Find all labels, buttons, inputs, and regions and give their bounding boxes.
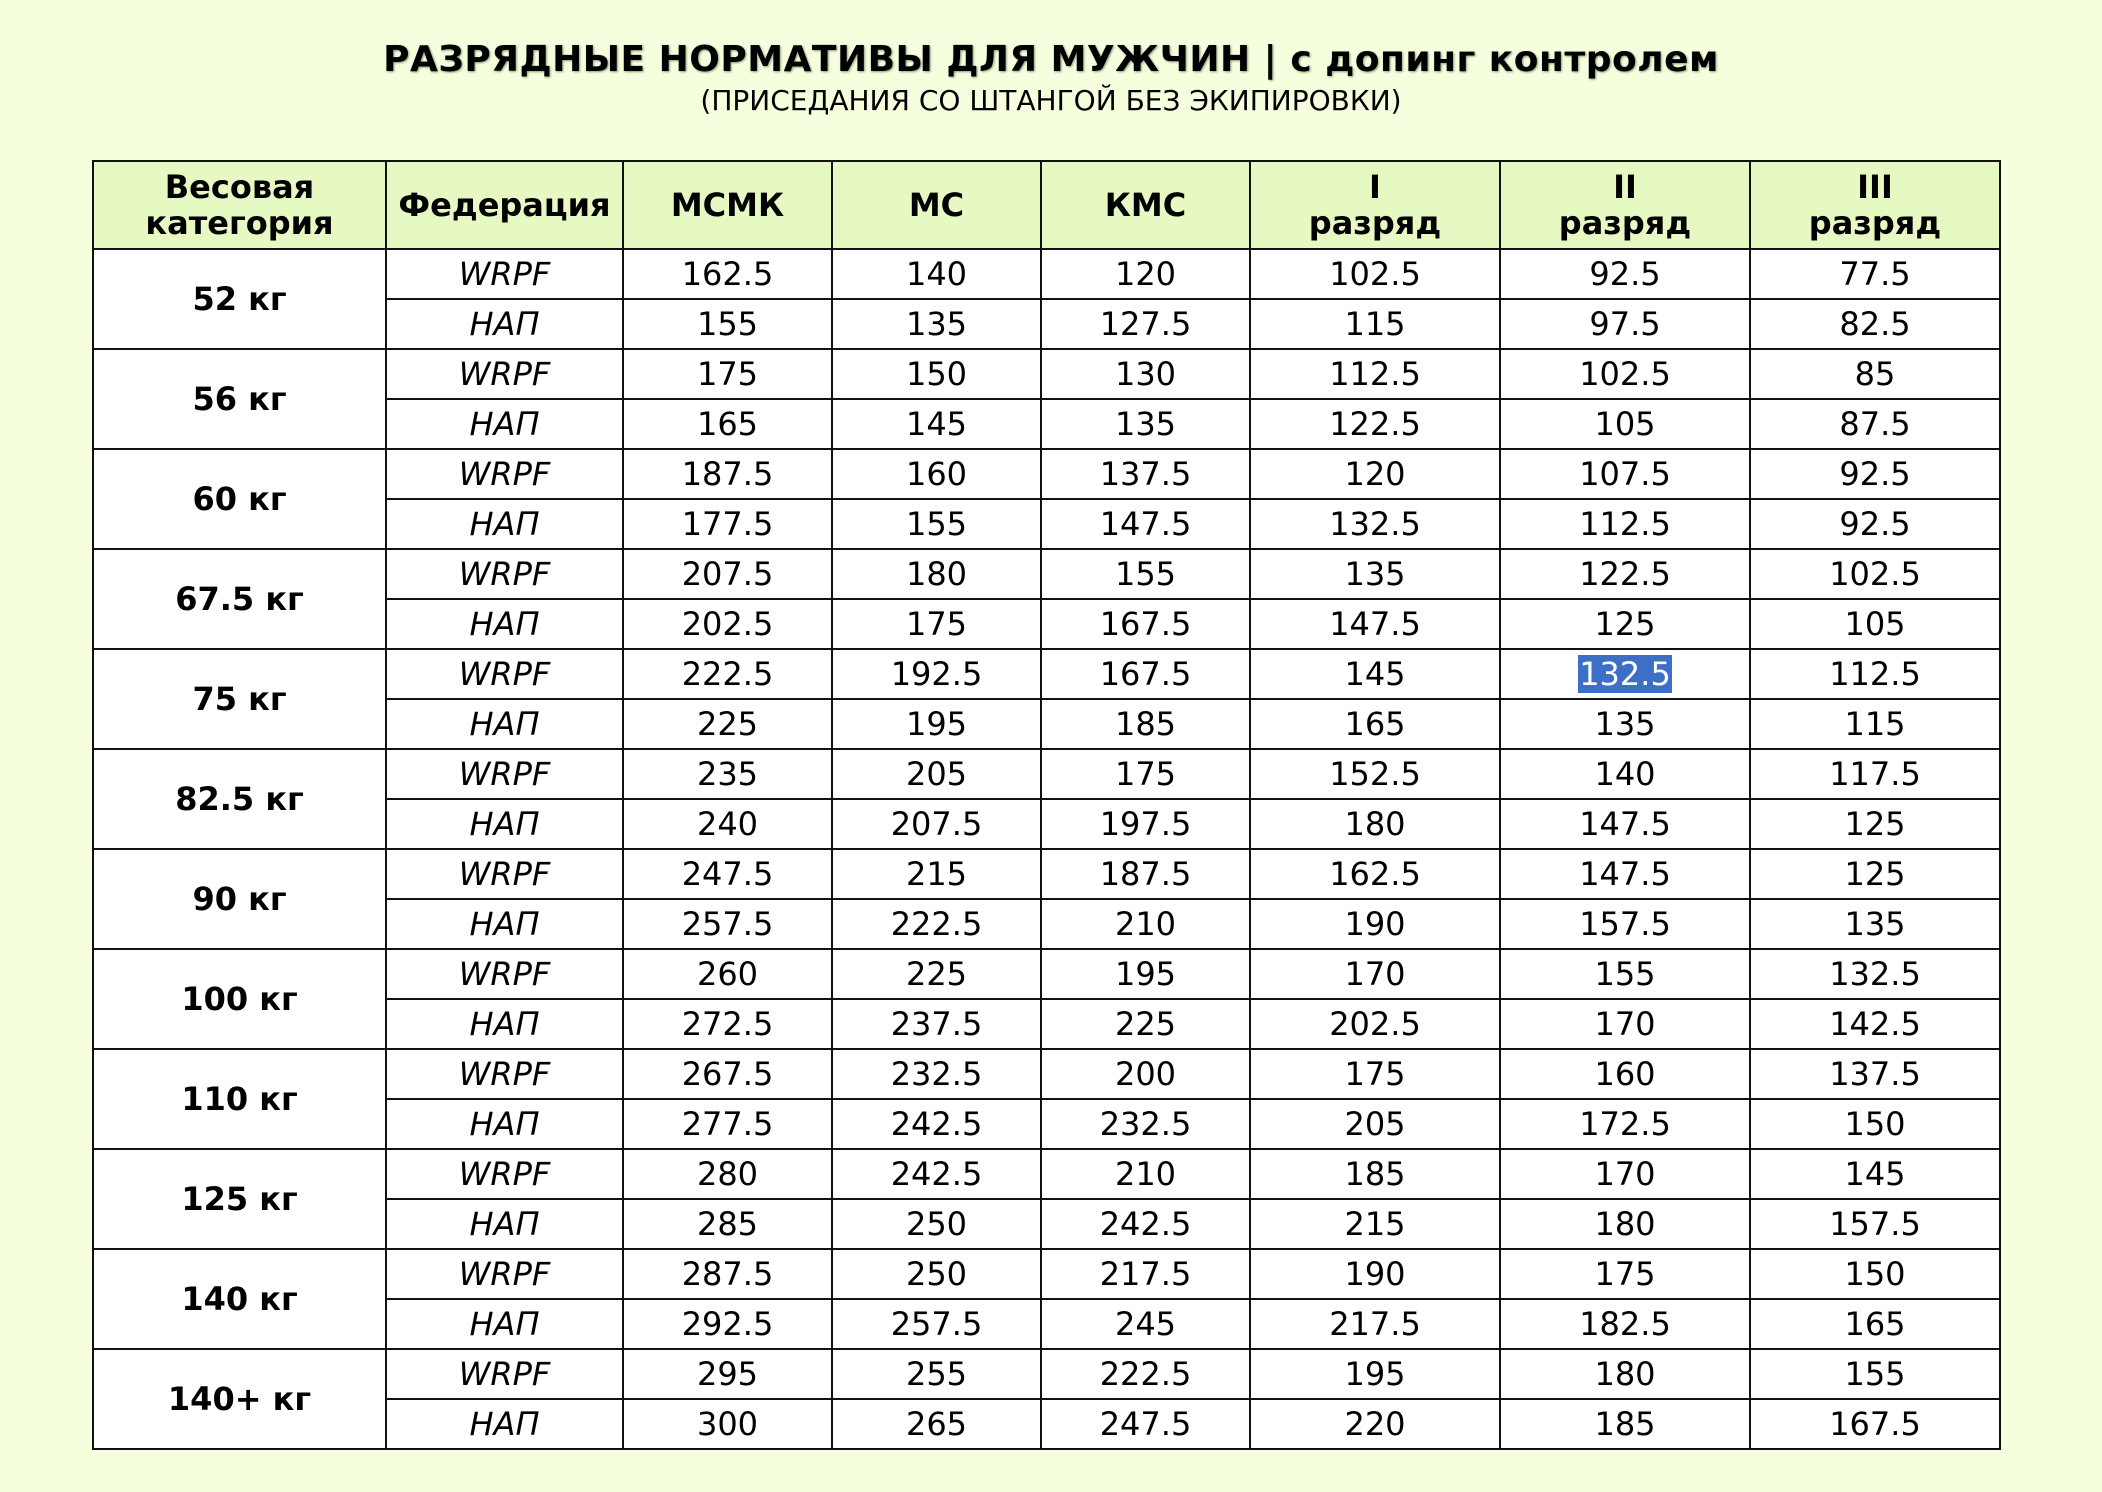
value-cell: 217.5 <box>1041 1249 1250 1299</box>
value-cell: 92.5 <box>1500 249 1750 299</box>
header-weight-line1: Весовая <box>164 168 315 206</box>
header-rank-3 <box>1750 161 2000 249</box>
weight-category-cell: 60 кг <box>93 449 386 549</box>
federation-cell: WRPF <box>386 1149 623 1199</box>
value-cell: 237.5 <box>832 999 1041 1049</box>
value-cell: 107.5 <box>1500 449 1750 499</box>
federation-cell: НАП <box>386 999 623 1049</box>
federation-cell: WRPF <box>386 1349 623 1399</box>
value-cell: 272.5 <box>623 999 832 1049</box>
table-row <box>93 649 2000 699</box>
federation-cell: НАП <box>386 1199 623 1249</box>
value-cell: 215 <box>1250 1199 1500 1249</box>
value-cell: 157.5 <box>1500 899 1750 949</box>
value-cell: 195 <box>1041 949 1250 999</box>
federation-cell: НАП <box>386 799 623 849</box>
value-cell: 147.5 <box>1500 799 1750 849</box>
value-cell: 232.5 <box>1041 1099 1250 1149</box>
federation-cell: НАП <box>386 299 623 349</box>
value-cell: 127.5 <box>1041 299 1250 349</box>
value-cell: 242.5 <box>1041 1199 1250 1249</box>
value-cell: 170 <box>1250 949 1500 999</box>
value-cell: 125 <box>1750 799 2000 849</box>
value-cell: 202.5 <box>1250 999 1500 1049</box>
value-cell: 77.5 <box>1750 249 2000 299</box>
header-ms: МС <box>832 161 1041 249</box>
value-cell: 165 <box>1750 1299 2000 1349</box>
value-cell: 112.5 <box>1250 349 1500 399</box>
table-row <box>93 749 2000 799</box>
header-rank-2 <box>1500 161 1750 249</box>
table-row <box>93 849 2000 899</box>
value-cell: 247.5 <box>1041 1399 1250 1449</box>
value-cell: 125 <box>1750 849 2000 899</box>
value-cell: 152.5 <box>1250 749 1500 799</box>
value-cell: 167.5 <box>1041 599 1250 649</box>
value-cell: 225 <box>623 699 832 749</box>
value-cell: 137.5 <box>1041 449 1250 499</box>
value-cell: 202.5 <box>623 599 832 649</box>
header-kms: КМС <box>1041 161 1250 249</box>
value-cell: 235 <box>623 749 832 799</box>
header-weight-category <box>93 161 386 249</box>
value-cell: 250 <box>832 1199 1041 1249</box>
weight-category-cell: 100 кг <box>93 949 386 1049</box>
value-cell: 150 <box>1750 1249 2000 1299</box>
value-cell: 105 <box>1500 399 1750 449</box>
header-rank-2-word: разряд <box>1558 204 1692 242</box>
value-cell: 102.5 <box>1750 549 2000 599</box>
weight-category-cell: 90 кг <box>93 849 386 949</box>
value-cell: 112.5 <box>1500 499 1750 549</box>
federation-cell: НАП <box>386 1099 623 1149</box>
federation-cell: WRPF <box>386 249 623 299</box>
value-cell: 217.5 <box>1250 1299 1500 1349</box>
value-cell: 112.5 <box>1750 649 2000 699</box>
selected-text-highlight[interactable]: 132.5 <box>1579 655 1671 693</box>
value-cell: 210 <box>1041 1149 1250 1199</box>
value-cell: 97.5 <box>1500 299 1750 349</box>
header-rank-2-numeral: II <box>1613 168 1637 206</box>
federation-cell: WRPF <box>386 349 623 399</box>
value-cell: 165 <box>1250 699 1500 749</box>
value-cell: 222.5 <box>1041 1349 1250 1399</box>
value-cell: 175 <box>1500 1249 1750 1299</box>
value-cell: 190 <box>1250 1249 1500 1299</box>
value-cell: 162.5 <box>1250 849 1500 899</box>
federation-cell: WRPF <box>386 549 623 599</box>
value-cell: 232.5 <box>832 1049 1041 1099</box>
value-cell: 205 <box>832 749 1041 799</box>
value-cell: 145 <box>1750 1149 2000 1199</box>
table-row <box>93 1049 2000 1099</box>
table-row <box>93 1249 2000 1299</box>
value-cell: 170 <box>1500 999 1750 1049</box>
federation-cell: НАП <box>386 499 623 549</box>
value-cell: 92.5 <box>1750 449 2000 499</box>
value-cell: 287.5 <box>623 1249 832 1299</box>
value-cell: 182.5 <box>1500 1299 1750 1349</box>
value-cell: 170 <box>1500 1149 1750 1199</box>
value-cell: 150 <box>1750 1099 2000 1149</box>
value-cell: 205 <box>1250 1099 1500 1149</box>
weight-category-cell: 67.5 кг <box>93 549 386 649</box>
value-cell: 125 <box>1500 599 1750 649</box>
value-cell: 92.5 <box>1750 499 2000 549</box>
standards-table <box>92 160 2001 1450</box>
value-cell: 155 <box>1750 1349 2000 1399</box>
value-cell: 180 <box>1250 799 1500 849</box>
value-cell <box>1500 649 1750 699</box>
value-cell: 185 <box>1041 699 1250 749</box>
weight-category-cell: 125 кг <box>93 1149 386 1249</box>
value-cell: 242.5 <box>832 1099 1041 1149</box>
value-cell: 295 <box>623 1349 832 1399</box>
weight-category-cell: 140+ кг <box>93 1349 386 1449</box>
value-cell: 135 <box>1500 699 1750 749</box>
value-cell: 137.5 <box>1750 1049 2000 1099</box>
header-msmk: МСМК <box>623 161 832 249</box>
value-cell: 245 <box>1041 1299 1250 1349</box>
value-cell: 155 <box>623 299 832 349</box>
value-cell: 207.5 <box>623 549 832 599</box>
value-cell: 85 <box>1750 349 2000 399</box>
value-cell: 105 <box>1750 599 2000 649</box>
table-row <box>93 249 2000 299</box>
value-cell: 115 <box>1750 699 2000 749</box>
header-rank-3-word: разряд <box>1808 204 1942 242</box>
page-title: РАЗРЯДНЫЕ НОРМАТИВЫ ДЛЯ МУЖЧИН | с допинг контролем <box>383 39 1719 80</box>
value-cell: 185 <box>1250 1149 1500 1199</box>
value-cell: 220 <box>1250 1399 1500 1449</box>
table-row <box>93 1149 2000 1199</box>
federation-cell: WRPF <box>386 1249 623 1299</box>
value-cell: 135 <box>1041 399 1250 449</box>
federation-cell: WRPF <box>386 749 623 799</box>
value-cell: 175 <box>1250 1049 1500 1099</box>
federation-cell: НАП <box>386 1299 623 1349</box>
value-cell: 300 <box>623 1399 832 1449</box>
value-cell: 175 <box>1041 749 1250 799</box>
value-cell: 160 <box>1500 1049 1750 1099</box>
value-cell: 117.5 <box>1750 749 2000 799</box>
header-weight-line2: категория <box>145 204 334 242</box>
value-cell: 87.5 <box>1750 399 2000 449</box>
value-cell: 172.5 <box>1500 1099 1750 1149</box>
value-cell: 180 <box>1500 1349 1750 1399</box>
header-rank-3-numeral: III <box>1857 168 1893 206</box>
value-cell: 175 <box>623 349 832 399</box>
federation-cell: WRPF <box>386 949 623 999</box>
value-cell: 197.5 <box>1041 799 1250 849</box>
value-cell: 210 <box>1041 899 1250 949</box>
value-cell: 267.5 <box>623 1049 832 1099</box>
value-cell: 240 <box>623 799 832 849</box>
header-rank-1 <box>1250 161 1500 249</box>
weight-category-cell: 56 кг <box>93 349 386 449</box>
table-row <box>93 349 2000 399</box>
value-cell: 142.5 <box>1750 999 2000 1049</box>
value-cell: 147.5 <box>1250 599 1500 649</box>
federation-cell: НАП <box>386 399 623 449</box>
value-cell: 155 <box>1500 949 1750 999</box>
table-header-row <box>93 161 2000 249</box>
value-cell: 102.5 <box>1500 349 1750 399</box>
weight-category-cell: 82.5 кг <box>93 749 386 849</box>
value-cell: 147.5 <box>1500 849 1750 899</box>
federation-cell: WRPF <box>386 649 623 699</box>
value-cell: 225 <box>832 949 1041 999</box>
value-cell: 135 <box>832 299 1041 349</box>
table-row <box>93 549 2000 599</box>
value-cell: 175 <box>832 599 1041 649</box>
value-cell: 150 <box>832 349 1041 399</box>
page-subtitle: (ПРИСЕДАНИЯ СО ШТАНГОЙ БЕЗ ЭКИПИРОВКИ) <box>700 84 1402 117</box>
value-cell: 167.5 <box>1750 1399 2000 1449</box>
table-row <box>93 1349 2000 1399</box>
value-cell: 157.5 <box>1750 1199 2000 1249</box>
value-cell: 195 <box>832 699 1041 749</box>
value-cell: 222.5 <box>832 899 1041 949</box>
federation-cell: НАП <box>386 699 623 749</box>
value-cell: 280 <box>623 1149 832 1199</box>
federation-cell: WRPF <box>386 849 623 899</box>
weight-category-cell: 75 кг <box>93 649 386 749</box>
value-cell: 145 <box>1250 649 1500 699</box>
value-cell: 265 <box>832 1399 1041 1449</box>
weight-category-cell: 52 кг <box>93 249 386 349</box>
value-cell: 192.5 <box>832 649 1041 699</box>
value-cell: 255 <box>832 1349 1041 1399</box>
value-cell: 155 <box>832 499 1041 549</box>
value-cell: 162.5 <box>623 249 832 299</box>
value-cell: 130 <box>1041 349 1250 399</box>
value-cell: 277.5 <box>623 1099 832 1149</box>
value-cell: 177.5 <box>623 499 832 549</box>
value-cell: 147.5 <box>1041 499 1250 549</box>
federation-cell: НАП <box>386 899 623 949</box>
value-cell: 165 <box>623 399 832 449</box>
weight-category-cell: 140 кг <box>93 1249 386 1349</box>
value-cell: 120 <box>1250 449 1500 499</box>
weight-category-cell: 110 кг <box>93 1049 386 1149</box>
value-cell: 257.5 <box>832 1299 1041 1349</box>
value-cell: 247.5 <box>623 849 832 899</box>
value-cell: 132.5 <box>1750 949 2000 999</box>
value-cell: 122.5 <box>1500 549 1750 599</box>
value-cell: 102.5 <box>1250 249 1500 299</box>
header-rank-1-numeral: I <box>1369 168 1381 206</box>
value-cell: 222.5 <box>623 649 832 699</box>
value-cell: 145 <box>832 399 1041 449</box>
value-cell: 140 <box>1500 749 1750 799</box>
header-rank-1-word: разряд <box>1308 204 1442 242</box>
value-cell: 160 <box>832 449 1041 499</box>
value-cell: 215 <box>832 849 1041 899</box>
value-cell: 167.5 <box>1041 649 1250 699</box>
value-cell: 180 <box>1500 1199 1750 1249</box>
value-cell: 190 <box>1250 899 1500 949</box>
page-heading <box>0 36 2102 118</box>
value-cell: 140 <box>832 249 1041 299</box>
value-cell: 187.5 <box>1041 849 1250 899</box>
table-row <box>93 949 2000 999</box>
federation-cell: НАП <box>386 1399 623 1449</box>
value-cell: 207.5 <box>832 799 1041 849</box>
value-cell: 292.5 <box>623 1299 832 1349</box>
value-cell: 82.5 <box>1750 299 2000 349</box>
value-cell: 180 <box>832 549 1041 599</box>
header-federation: Федерация <box>386 161 623 249</box>
value-cell: 135 <box>1250 549 1500 599</box>
value-cell: 115 <box>1250 299 1500 349</box>
value-cell: 195 <box>1250 1349 1500 1399</box>
value-cell: 200 <box>1041 1049 1250 1099</box>
value-cell: 285 <box>623 1199 832 1249</box>
federation-cell: WRPF <box>386 449 623 499</box>
table-row <box>93 449 2000 499</box>
value-cell: 185 <box>1500 1399 1750 1449</box>
value-cell: 120 <box>1041 249 1250 299</box>
federation-cell: НАП <box>386 599 623 649</box>
federation-cell: WRPF <box>386 1049 623 1099</box>
value-cell: 132.5 <box>1250 499 1500 549</box>
value-cell: 122.5 <box>1250 399 1500 449</box>
value-cell: 242.5 <box>832 1149 1041 1199</box>
value-cell: 135 <box>1750 899 2000 949</box>
value-cell: 257.5 <box>623 899 832 949</box>
value-cell: 187.5 <box>623 449 832 499</box>
value-cell: 260 <box>623 949 832 999</box>
value-cell: 155 <box>1041 549 1250 599</box>
value-cell: 250 <box>832 1249 1041 1299</box>
value-cell: 225 <box>1041 999 1250 1049</box>
